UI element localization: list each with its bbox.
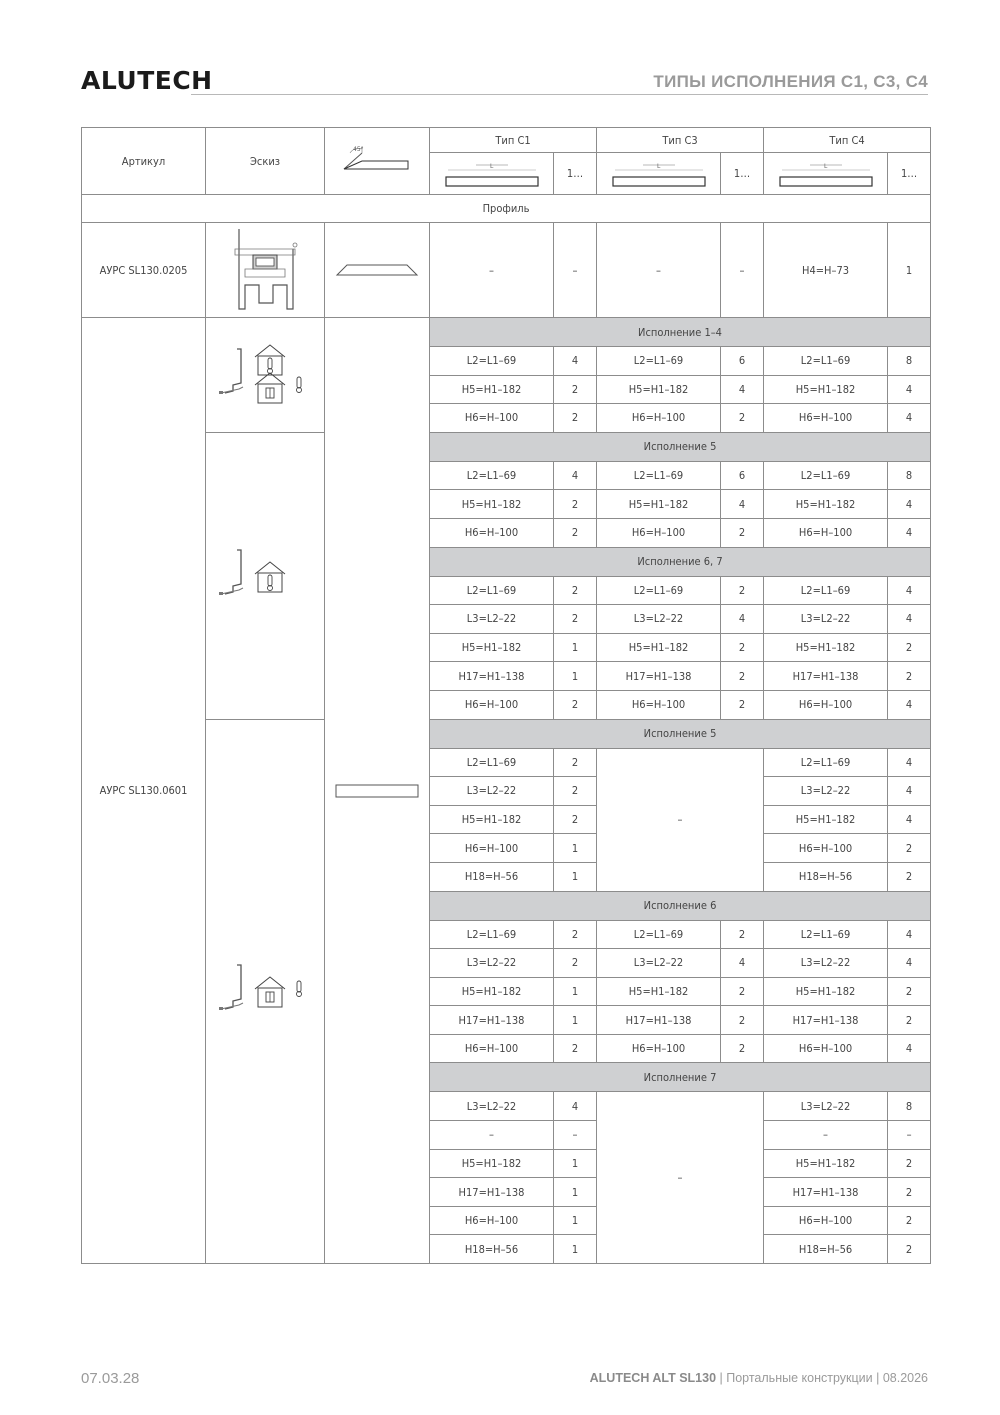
qty-cell: 4 xyxy=(721,605,764,634)
section-title: Исполнение 6 xyxy=(430,891,931,920)
qty-cell: 2 xyxy=(721,690,764,719)
spec-table xyxy=(81,127,931,1264)
sketch-cell xyxy=(206,432,325,719)
qty-cell: 1 xyxy=(554,662,597,691)
section-title: Исполнение 6, 7 xyxy=(430,547,931,576)
profile-section-icon xyxy=(225,225,305,315)
qty-cell: 2 xyxy=(721,1034,764,1063)
formula-cell: H6=H–100 xyxy=(430,518,554,547)
qty-cell: 4 xyxy=(888,490,931,519)
formula-cell: H6=H–100 xyxy=(597,1034,721,1063)
c1-qty: – xyxy=(554,223,597,318)
formula-cell: H17=H1–138 xyxy=(764,662,888,691)
brand-logo: ALUTECH xyxy=(81,66,213,95)
formula-cell: H5=H1–182 xyxy=(430,977,554,1006)
qty-cell: 1 xyxy=(554,1149,597,1178)
c3-not-applicable: – xyxy=(597,1092,764,1264)
formula-cell: H6=H–100 xyxy=(764,404,888,433)
qty-cell: 2 xyxy=(554,404,597,433)
qty-cell: 2 xyxy=(888,1006,931,1035)
qty-cell: 4 xyxy=(554,347,597,376)
qty-cell: 2 xyxy=(554,490,597,519)
qty-cell: 1 xyxy=(554,977,597,1006)
formula-cell: L2=L1–69 xyxy=(430,920,554,949)
straight-cut-icon xyxy=(335,784,419,798)
length-label: L xyxy=(823,162,827,170)
formula-cell: L3=L2–22 xyxy=(597,949,721,978)
qty-cell: 1 xyxy=(554,834,597,863)
formula-cell: H17=H1–138 xyxy=(430,1006,554,1035)
qty-cell: 4 xyxy=(888,949,931,978)
formula-cell: H5=H1–182 xyxy=(597,633,721,662)
qty-cell: 2 xyxy=(721,518,764,547)
formula-cell: L3=L2–22 xyxy=(430,777,554,806)
article-cell: АУРС SL130.0601 xyxy=(82,318,206,1264)
qty-cell: 1 xyxy=(554,862,597,891)
qty-cell: 1 xyxy=(554,1006,597,1035)
qty-cell: 2 xyxy=(721,576,764,605)
profile-section-header: Профиль xyxy=(82,195,931,223)
footer-separator: | xyxy=(872,1371,883,1385)
qty-cell: 2 xyxy=(721,633,764,662)
qty-cell: 4 xyxy=(888,375,931,404)
formula-cell: H6=H–100 xyxy=(764,1034,888,1063)
formula-cell: L2=L1–69 xyxy=(764,748,888,777)
formula-cell: H17=H1–138 xyxy=(430,662,554,691)
formula-cell: H17=H1–138 xyxy=(764,1006,888,1035)
qty-cell: 4 xyxy=(888,805,931,834)
cut-sketch-cell xyxy=(325,318,430,1264)
section-title: Исполнение 7 xyxy=(430,1063,931,1092)
formula-cell: H5=H1–182 xyxy=(430,490,554,519)
section-title: Исполнение 5 xyxy=(430,719,931,748)
formula-cell: L3=L2–22 xyxy=(430,1092,554,1121)
c1-profile-sketch xyxy=(430,153,554,195)
qty-cell: 2 xyxy=(721,662,764,691)
qty-cell: 4 xyxy=(888,920,931,949)
formula-cell: H5=H1–182 xyxy=(597,375,721,404)
formula-cell: H6=H–100 xyxy=(430,834,554,863)
profile-sketch-cell xyxy=(206,223,325,318)
formula-cell: L2=L1–69 xyxy=(430,461,554,490)
length-label: L xyxy=(489,162,493,170)
formula-cell: H18=H–56 xyxy=(764,1235,888,1264)
type-c1-header: Тип С1 xyxy=(430,128,597,153)
header-rule xyxy=(191,94,928,95)
formula-cell: H5=H1–182 xyxy=(430,633,554,662)
formula-cell: L2=L1–69 xyxy=(764,461,888,490)
profile-length-icon xyxy=(778,159,874,189)
profile-length-icon xyxy=(444,159,540,189)
qty-cell: 2 xyxy=(721,1006,764,1035)
formula-cell: L2=L1–69 xyxy=(764,576,888,605)
c3-profile-sketch xyxy=(597,153,721,195)
qty-cell: 2 xyxy=(888,1235,931,1264)
formula-cell: L2=L1–69 xyxy=(764,347,888,376)
profile-cut-sketch xyxy=(325,223,430,318)
qty-cell: 4 xyxy=(888,576,931,605)
qty-cell: 4 xyxy=(721,490,764,519)
formula-cell: H5=H1–182 xyxy=(764,490,888,519)
formula-cell: H17=H1–138 xyxy=(597,662,721,691)
formula-cell: – xyxy=(764,1121,888,1150)
qty-cell: 2 xyxy=(554,949,597,978)
formula-cell: H6=H–100 xyxy=(764,834,888,863)
formula-cell: H5=H1–182 xyxy=(764,633,888,662)
footer-separator: | xyxy=(716,1371,727,1385)
length-label: L xyxy=(656,162,660,170)
qty-cell: 4 xyxy=(888,748,931,777)
formula-cell: L2=L1–69 xyxy=(597,461,721,490)
trapezoid-cut-icon xyxy=(335,263,419,277)
qty-cell: 2 xyxy=(888,834,931,863)
qty-cell: 2 xyxy=(888,1206,931,1235)
section-title: Исполнение 1–4 xyxy=(430,318,931,347)
sketch-cell xyxy=(206,318,325,433)
formula-cell: L3=L2–22 xyxy=(430,605,554,634)
formula-cell: H5=H1–182 xyxy=(430,375,554,404)
formula-cell: – xyxy=(430,1121,554,1150)
formula-cell: H6=H–100 xyxy=(597,404,721,433)
qty-cell: 1 xyxy=(554,633,597,662)
formula-cell: H6=H–100 xyxy=(430,404,554,433)
qty-cell: 2 xyxy=(888,1149,931,1178)
formula-cell: L3=L2–22 xyxy=(764,605,888,634)
qty-cell: 2 xyxy=(554,690,597,719)
formula-cell: L3=L2–22 xyxy=(764,949,888,978)
c3-value: – xyxy=(597,223,721,318)
formula-cell: H6=H–100 xyxy=(430,1034,554,1063)
qty-cell: 2 xyxy=(554,605,597,634)
formula-cell: H6=H–100 xyxy=(430,690,554,719)
qty-cell: 2 xyxy=(554,576,597,605)
sketch-cell xyxy=(206,719,325,1264)
qty-cell: 2 xyxy=(888,977,931,1006)
qty-cell: 4 xyxy=(721,949,764,978)
c3-not-applicable: – xyxy=(597,748,764,891)
formula-cell: L3=L2–22 xyxy=(764,1092,888,1121)
formula-cell: L2=L1–69 xyxy=(764,920,888,949)
qty-cell: 4 xyxy=(554,461,597,490)
qty-cell: 4 xyxy=(888,690,931,719)
qty-cell: 1 xyxy=(554,1206,597,1235)
qty-cell: 2 xyxy=(554,748,597,777)
formula-cell: L2=L1–69 xyxy=(597,920,721,949)
qty-cell: 2 xyxy=(721,977,764,1006)
c4-profile-sketch xyxy=(764,153,888,195)
qty-cell: 6 xyxy=(721,461,764,490)
qty-cell: 8 xyxy=(888,1092,931,1121)
formula-cell: H6=H–100 xyxy=(430,1206,554,1235)
qty-cell: 2 xyxy=(554,518,597,547)
qty-cell: 6 xyxy=(721,347,764,376)
qty-cell: 4 xyxy=(554,1092,597,1121)
formula-cell: H6=H–100 xyxy=(764,690,888,719)
section-sketch-icon xyxy=(215,544,315,608)
formula-cell: L2=L1–69 xyxy=(430,576,554,605)
qty-cell: 4 xyxy=(888,404,931,433)
footer-info xyxy=(590,1371,928,1385)
section-sketch-icon xyxy=(215,343,315,407)
article-cell: АУРС SL130.0205 xyxy=(82,223,206,318)
col-header-sketch: Эскиз xyxy=(206,128,325,195)
formula-cell: L2=L1–69 xyxy=(597,347,721,376)
qty-cell: 2 xyxy=(721,920,764,949)
formula-cell: H5=H1–182 xyxy=(764,1149,888,1178)
profile-length-icon xyxy=(611,159,707,189)
qty-cell: 2 xyxy=(554,777,597,806)
formula-cell: H5=H1–182 xyxy=(597,490,721,519)
angle-label: 45° xyxy=(353,146,364,153)
qty-cell: 2 xyxy=(888,862,931,891)
qty-cell: 2 xyxy=(721,404,764,433)
formula-cell: H18=H–56 xyxy=(430,862,554,891)
formula-cell: L2=L1–69 xyxy=(430,347,554,376)
c3-qty-header: 1… xyxy=(721,153,764,195)
qty-cell: 4 xyxy=(888,1034,931,1063)
c3-qty: – xyxy=(721,223,764,318)
section-sketch-icon xyxy=(215,959,315,1023)
formula-cell: L2=L1–69 xyxy=(430,748,554,777)
cut-angle-diagram xyxy=(325,128,430,195)
qty-cell: 8 xyxy=(888,461,931,490)
footer-category: Портальные конструкции xyxy=(726,1371,873,1385)
formula-cell: H17=H1–138 xyxy=(764,1178,888,1207)
qty-cell: 2 xyxy=(554,375,597,404)
formula-cell: H5=H1–182 xyxy=(430,805,554,834)
page-title: ТИПЫ ИСПОЛНЕНИЯ С1, С3, С4 xyxy=(653,72,928,91)
formula-cell: H18=H–56 xyxy=(430,1235,554,1264)
formula-cell: H18=H–56 xyxy=(764,862,888,891)
qty-cell: 8 xyxy=(888,347,931,376)
formula-cell: H5=H1–182 xyxy=(764,375,888,404)
c1-qty-header: 1… xyxy=(554,153,597,195)
c4-qty: 1 xyxy=(888,223,931,318)
formula-cell: L3=L2–22 xyxy=(764,777,888,806)
c4-value: H4=H–73 xyxy=(764,223,888,318)
formula-cell: L3=L2–22 xyxy=(597,605,721,634)
formula-cell: H6=H–100 xyxy=(597,518,721,547)
footer-product: ALUTECH ALT SL130 xyxy=(589,1371,717,1385)
formula-cell: H17=H1–138 xyxy=(430,1178,554,1207)
formula-cell: H6=H–100 xyxy=(597,690,721,719)
qty-cell: 2 xyxy=(554,805,597,834)
qty-cell: 4 xyxy=(888,518,931,547)
footer-code: 07.03.28 xyxy=(81,1370,140,1387)
section-title: Исполнение 5 xyxy=(430,432,931,461)
qty-cell: 1 xyxy=(554,1178,597,1207)
c1-value: – xyxy=(430,223,554,318)
formula-cell: L3=L2–22 xyxy=(430,949,554,978)
qty-cell: 2 xyxy=(888,1178,931,1207)
formula-cell: H5=H1–182 xyxy=(764,977,888,1006)
qty-cell: 2 xyxy=(888,633,931,662)
formula-cell: H6=H–100 xyxy=(764,1206,888,1235)
formula-cell: H6=H–100 xyxy=(764,518,888,547)
formula-cell: H5=H1–182 xyxy=(597,977,721,1006)
qty-cell: 4 xyxy=(888,605,931,634)
qty-cell: 2 xyxy=(554,1034,597,1063)
col-header-article: Артикул xyxy=(82,128,206,195)
type-c3-header: Тип С3 xyxy=(597,128,764,153)
qty-cell: 2 xyxy=(888,662,931,691)
formula-cell: H5=H1–182 xyxy=(430,1149,554,1178)
angle-cut-icon xyxy=(342,145,412,177)
c4-qty-header: 1… xyxy=(888,153,931,195)
qty-cell: 4 xyxy=(888,777,931,806)
qty-cell: 4 xyxy=(721,375,764,404)
footer-date: 08.2026 xyxy=(882,1371,928,1385)
qty-cell: – xyxy=(554,1121,597,1150)
formula-cell: H5=H1–182 xyxy=(764,805,888,834)
type-c4-header: Тип С4 xyxy=(764,128,931,153)
qty-cell: – xyxy=(888,1121,931,1150)
qty-cell: 2 xyxy=(554,920,597,949)
formula-cell: H17=H1–138 xyxy=(597,1006,721,1035)
formula-cell: L2=L1–69 xyxy=(597,576,721,605)
qty-cell: 1 xyxy=(554,1235,597,1264)
